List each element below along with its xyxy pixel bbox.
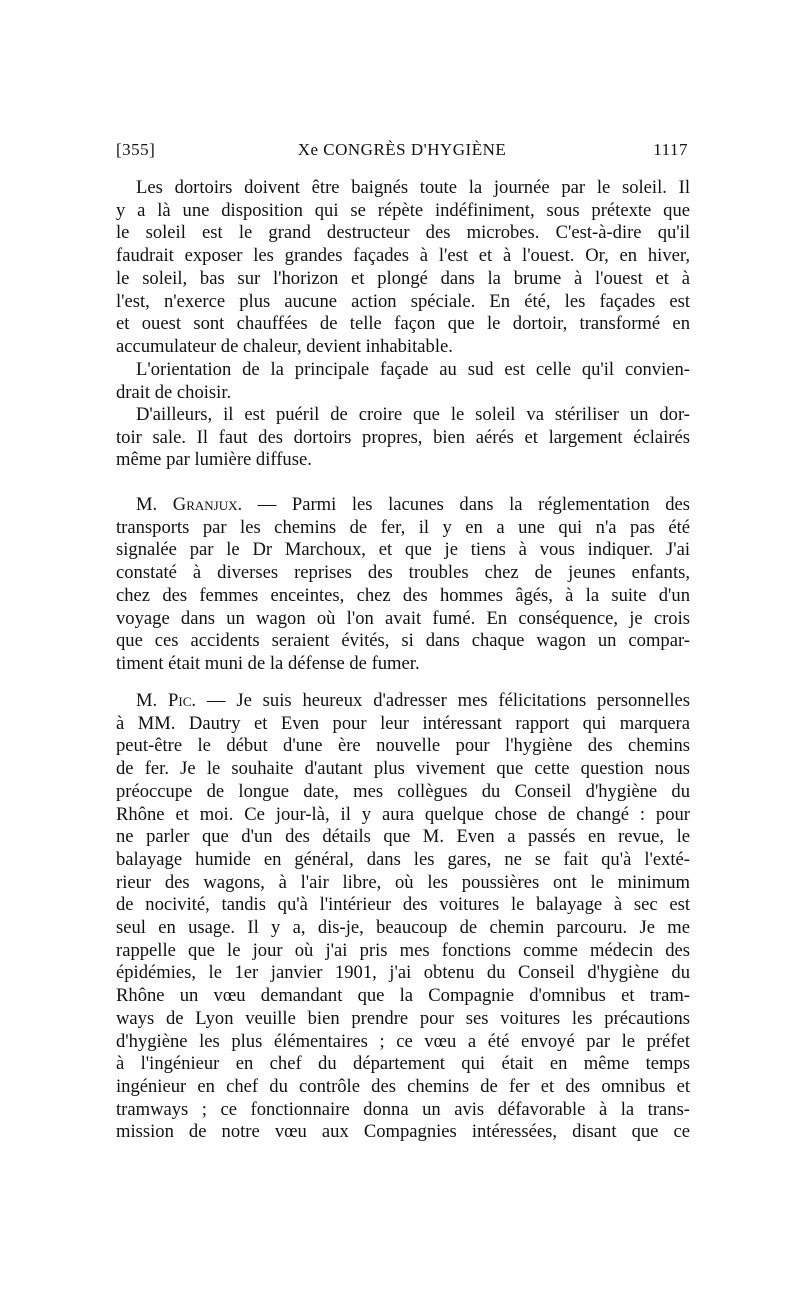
text-line: et ouest sont chauffées de telle façon que le dortoir, transformé en	[116, 313, 690, 335]
text-line: ingénieur en chef du contrôle des chemins de fer et des omnibus et	[116, 1075, 690, 1097]
text-line: constaté à diverses reprises des troubles chez de jeunes enfants,	[116, 562, 690, 584]
page-number: 1117	[653, 140, 688, 159]
text-line-content: — Parmi les lacunes dans la réglementation des	[242, 494, 690, 515]
text-line: accumulateur de chaleur, devient inhabitable.	[116, 335, 453, 357]
text-line: l'est, n'exerce plus aucune action spéciale. En été, les façades est	[116, 290, 690, 312]
paragraph-pic	[116, 690, 690, 1144]
text-line: signalée par le Dr Marchoux, et que je tiens à vous indiquer. J'ai	[116, 539, 690, 561]
text-line: rieur des wagons, à l'air libre, où les poussières ont le minimum	[116, 871, 690, 893]
text-line: drait de choisir.	[116, 381, 232, 403]
text-line: même par lumière diffuse.	[116, 449, 312, 471]
text-line: tramways ; ce fonctionnaire donna un avis défavorable à la trans-	[116, 1098, 690, 1120]
text-line: Les dortoirs doivent être baignés toute la journée par le soleil. Il	[136, 177, 690, 198]
text-line: balayage humide en général, dans les gares, ne se fait qu'à l'exté-	[116, 848, 690, 870]
speaker-name: M. Pic.	[136, 690, 197, 711]
text-line: chez des femmes enceintes, chez des hommes âgés, à la suite d'un	[116, 584, 690, 606]
text-line: que ces accidents seraient évités, si dans chaque wagon un compar-	[116, 630, 690, 652]
text-line: ne parler que d'un des détails que M. Even a passés en revue, le	[116, 826, 690, 848]
text-line: à MM. Dautry et Even pour leur intéressant rapport qui marquera	[116, 712, 690, 734]
text-line: ways de Lyon veuille bien prendre pour ses voitures les précautions	[116, 1007, 690, 1029]
text-line: de fer. Je le souhaite d'autant plus vivement que cette question nous	[116, 758, 690, 780]
text-line: à l'ingénieur en chef du département qui était en même temps	[116, 1053, 690, 1075]
speaker-name: M. Granjux.	[136, 494, 243, 515]
text-line: transports par les chemins de fer, il y en a une qui n'a pas été	[116, 516, 690, 538]
text-line: seul en usage. Il y a, dis-je, beaucoup de chemin parcouru. Je me	[116, 917, 690, 939]
text-line: D'ailleurs, il est puéril de croire que le soleil va stériliser un dor-	[136, 404, 690, 425]
running-header	[116, 140, 688, 164]
text-line: mission de notre vœu aux Compagnies intéressées, disant que ce	[116, 1121, 690, 1143]
text-line: voyage dans un wagon où l'on avait fumé. En conséquence, je crois	[116, 607, 690, 629]
text-line: rappelle que le jour où j'ai pris mes fonctions comme médecin des	[116, 939, 690, 961]
text-line: toir sale. Il faut des dortoirs propres, bien aérés et largement éclairés	[116, 426, 690, 448]
paragraph-dortoirs	[116, 177, 690, 359]
text-line: de nocivité, tandis qu'à l'intérieur des voitures le balayage à sec est	[116, 894, 690, 916]
paragraph-granjux	[116, 494, 690, 676]
text-line	[116, 494, 690, 517]
header-title: Xe CONGRÈS D'HYGIÈNE	[297, 140, 507, 159]
text-line-content: — Je suis heureux d'adresser mes félicitations personnelles	[196, 690, 690, 711]
text-line: timent était muni de la défense de fumer.	[116, 652, 420, 674]
text-line: faudrait exposer les grandes façades à l'est et à l'ouest. Or, en hiver,	[116, 245, 690, 267]
text-line: Rhône et moi. Ce jour-là, il y aura quelque chose de changé : pour	[116, 803, 690, 825]
paragraph-soleil	[116, 404, 690, 472]
text-line: y a là une disposition qui se répète indéfiniment, sous prétexte que	[116, 199, 690, 221]
text-line	[116, 690, 690, 713]
text-line: L'orientation de la principale façade au sud est celle qu'il convien-	[136, 359, 690, 380]
header-reference: [355]	[116, 140, 156, 159]
paragraph-orientation	[116, 359, 690, 404]
text-line: d'hygiène les plus élémentaires ; ce vœu a été envoyé par le préfet	[116, 1030, 690, 1052]
text-line: le soleil est le grand destructeur des microbes. C'est-à-dire qu'il	[116, 222, 690, 244]
text-line: épidémies, le 1er janvier 1901, j'ai obtenu du Conseil d'hygiène du	[116, 962, 690, 984]
text-line: Rhône un vœu demandant que la Compagnie d'omnibus et tram-	[116, 985, 690, 1007]
text-line: préoccupe de longue date, mes collègues du Conseil d'hygiène du	[116, 780, 690, 802]
text-line: peut-être le début d'une ère nouvelle pour l'hygiène des chemins	[116, 735, 690, 757]
text-line: le soleil, bas sur l'horizon et plongé dans la brume à l'ouest et à	[116, 267, 690, 289]
